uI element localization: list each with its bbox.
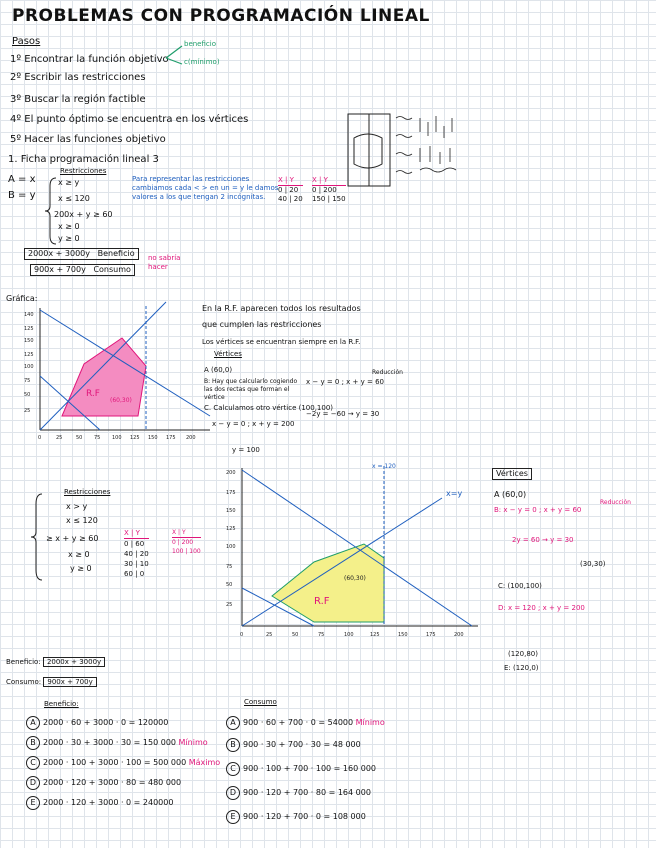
step-5: 5º Hacer las funciones objetivo: [10, 134, 166, 145]
restr2-1: x > y: [66, 502, 88, 511]
graph2-rf: R.F: [314, 596, 330, 607]
page-title: PROBLEMAS CON PROGRAMACIÓN LINEAL: [12, 6, 430, 26]
consumo-row-b: B 900 · 30 + 700 · 30 = 48 000: [226, 738, 361, 752]
vertex-d: D: x = 120 ; x + y = 200: [498, 604, 585, 612]
explain-line-2: que cumplen las restricciones: [202, 320, 322, 329]
explain-reduction: Reducción: [372, 369, 403, 376]
svg-text:175: 175: [166, 435, 176, 441]
svg-text:25: 25: [226, 602, 233, 608]
svg-text:75: 75: [94, 435, 101, 441]
graph1-label: Gráfica:: [6, 294, 38, 303]
consumo-row-d: D 900 · 120 + 700 · 80 = 164 000: [226, 786, 371, 800]
fo-benefit-label: Beneficio: 2000x + 3000y: [6, 658, 105, 667]
vertex-b-work: 2y = 60 → y = 30: [512, 536, 574, 544]
restr2-table-1: X | Y 0 | 60 40 | 20 30 | 10 60 | 0: [124, 529, 149, 578]
svg-text:175: 175: [226, 490, 236, 496]
step-4: 4º El punto óptimo se encuentra en los vértices: [10, 114, 249, 125]
graph1-point: (60,30): [110, 397, 132, 404]
step-3: 3º Buscar la región factible: [10, 94, 146, 105]
constraint-2: x ≤ 120: [58, 194, 90, 203]
svg-text:75: 75: [226, 564, 233, 570]
svg-text:125: 125: [370, 632, 380, 638]
svg-text:125: 125: [24, 326, 34, 332]
step-2: 2º Escribir las restricciones: [10, 72, 146, 83]
svg-text:100: 100: [226, 544, 236, 550]
var-b: B = y: [8, 190, 36, 201]
benefit-row-d: D 2000 · 120 + 3000 · 80 = 480 000: [26, 776, 181, 790]
svg-text:100: 100: [24, 364, 34, 370]
explain-line-3: Los vértices se encuentran siempre en la R.F.: [202, 338, 361, 346]
explain-system: x − y = 0 ; x + y = 60: [306, 378, 385, 386]
representation-note: Para representar las restricciones cambiamos cada < > en un = y le damos valores a los que tengan 2 incógnitas.: [132, 175, 279, 201]
consumo-row-c: C 900 · 100 + 700 · 100 = 160 000: [226, 762, 376, 776]
explain-c-result: y = 100: [232, 446, 260, 454]
values-table-2: X | Y 0 | 200 150 | 150: [312, 176, 346, 203]
restr2-4: x ≥ 0: [68, 550, 90, 559]
objective-option-min: c(mínimo): [184, 58, 220, 66]
steps-heading: Pasos: [12, 36, 41, 47]
svg-text:200: 200: [226, 470, 236, 476]
svg-text:200: 200: [186, 435, 196, 441]
svg-text:50: 50: [226, 582, 233, 588]
constraint-3: 200x + y ≥ 60: [54, 210, 113, 219]
explain-b: B: Hay que calcularlo cogiendo las dos rectas que forman el vértice: [204, 378, 298, 401]
svg-text:25: 25: [266, 632, 273, 638]
svg-text:50: 50: [292, 632, 299, 638]
doodle-sketch: [340, 108, 470, 190]
consumo-calc-label: Consumo: [244, 698, 277, 706]
consumo-row-e: E 900 · 120 + 700 · 0 = 108 000: [226, 810, 366, 824]
vertex-reduction: Reducción: [600, 499, 631, 506]
restr2-table-2: X | Y 0 | 200 100 | 100: [172, 529, 201, 555]
benefit-calc-label: Beneficio:: [44, 700, 79, 708]
explain-c-system: x − y = 0 ; x + y = 200: [212, 420, 295, 428]
graph1-chart: [6, 296, 216, 446]
graph1-rf: R.F: [86, 389, 100, 399]
fo-cost-label: Consumo: 900x + 700y: [6, 678, 97, 687]
svg-text:125: 125: [226, 526, 236, 532]
step-1: 1º Encontrar la función objetivo: [10, 54, 169, 65]
brace-2: [30, 492, 44, 584]
constraint-5: y ≥ 0: [58, 234, 80, 243]
vertex-d-point: (120,80): [508, 650, 538, 658]
svg-text:150: 150: [226, 508, 236, 514]
svg-text:150: 150: [24, 338, 34, 344]
svg-text:100: 100: [344, 632, 354, 638]
vertex-a: A (60,0): [494, 490, 527, 499]
consumo-row-a: A 900 · 60 + 700 · 0 = 54000 Mínimo: [226, 716, 385, 730]
benefit-row-e: E 2000 · 120 + 3000 · 0 = 240000: [26, 796, 173, 810]
explain-result: −2y = −60 → y = 30: [306, 410, 380, 418]
explain-vertices-label: Vértices: [214, 350, 242, 358]
restr2-3: ≥ x + y ≥ 60: [46, 534, 99, 543]
svg-text:150: 150: [398, 632, 408, 638]
vertex-e: E: (120,0): [504, 664, 539, 672]
svg-text:25: 25: [56, 435, 63, 441]
svg-text:140: 140: [24, 312, 34, 318]
values-table-1: X | Y 0 | 20 40 | 20: [278, 176, 303, 203]
restrictions2-label: Restricciones: [64, 488, 111, 496]
restr2-2: x ≤ 120: [66, 516, 98, 525]
svg-text:25: 25: [24, 408, 31, 414]
vertex-b-point: (30,30): [580, 560, 606, 568]
vertex-c: C: (100,100): [498, 582, 542, 590]
svg-text:200: 200: [454, 632, 464, 638]
svg-text:125: 125: [24, 352, 34, 358]
svg-text:50: 50: [76, 435, 83, 441]
svg-text:50: 50: [24, 392, 31, 398]
svg-text:0: 0: [240, 632, 244, 638]
graph2-point: (60,30): [344, 575, 366, 582]
explain-c: C. Calculamos otro vértice (100,100): [204, 404, 334, 412]
fo-note: no sabría hacer: [148, 254, 181, 271]
explain-line-1: En la R.F. aparecen todos los resultados: [202, 304, 361, 313]
fo-benefit-box: 2000x + 3000y Beneficio: [24, 248, 139, 260]
exercise-heading: 1. Ficha programación lineal 3: [8, 154, 159, 165]
restr2-5: y ≥ 0: [70, 564, 92, 573]
explain-a: A (60,0): [204, 366, 233, 374]
var-a: A = x: [8, 174, 36, 185]
graph2-line-x120: x = 120: [372, 463, 396, 470]
benefit-row-a: A 2000 · 60 + 3000 · 0 = 120000: [26, 716, 168, 730]
vertex-b: B: x − y = 0 ; x + y = 60: [494, 506, 582, 514]
svg-text:75: 75: [24, 378, 31, 384]
constraint-1: x ≥ y: [58, 178, 80, 187]
svg-text:0: 0: [38, 435, 42, 441]
vertices-label: Vértices: [492, 468, 532, 480]
svg-text:75: 75: [318, 632, 325, 638]
svg-text:175: 175: [426, 632, 436, 638]
svg-text:100: 100: [112, 435, 122, 441]
benefit-row-c: C 2000 · 100 + 3000 · 100 = 500 000 Máximo: [26, 756, 220, 770]
svg-text:125: 125: [130, 435, 140, 441]
graph2-chart: [222, 458, 490, 648]
benefit-row-b: B 2000 · 30 + 3000 · 30 = 150 000 Mínimo: [26, 736, 208, 750]
objective-option-benefit: beneficio: [184, 40, 216, 48]
fo-cost-box: 900x + 700y Consumo: [30, 264, 135, 276]
restrictions-label: Restricciones: [60, 167, 107, 175]
svg-text:150: 150: [148, 435, 158, 441]
constraint-4: x ≥ 0: [58, 222, 80, 231]
graph2-line-xy: x=y: [446, 489, 463, 498]
